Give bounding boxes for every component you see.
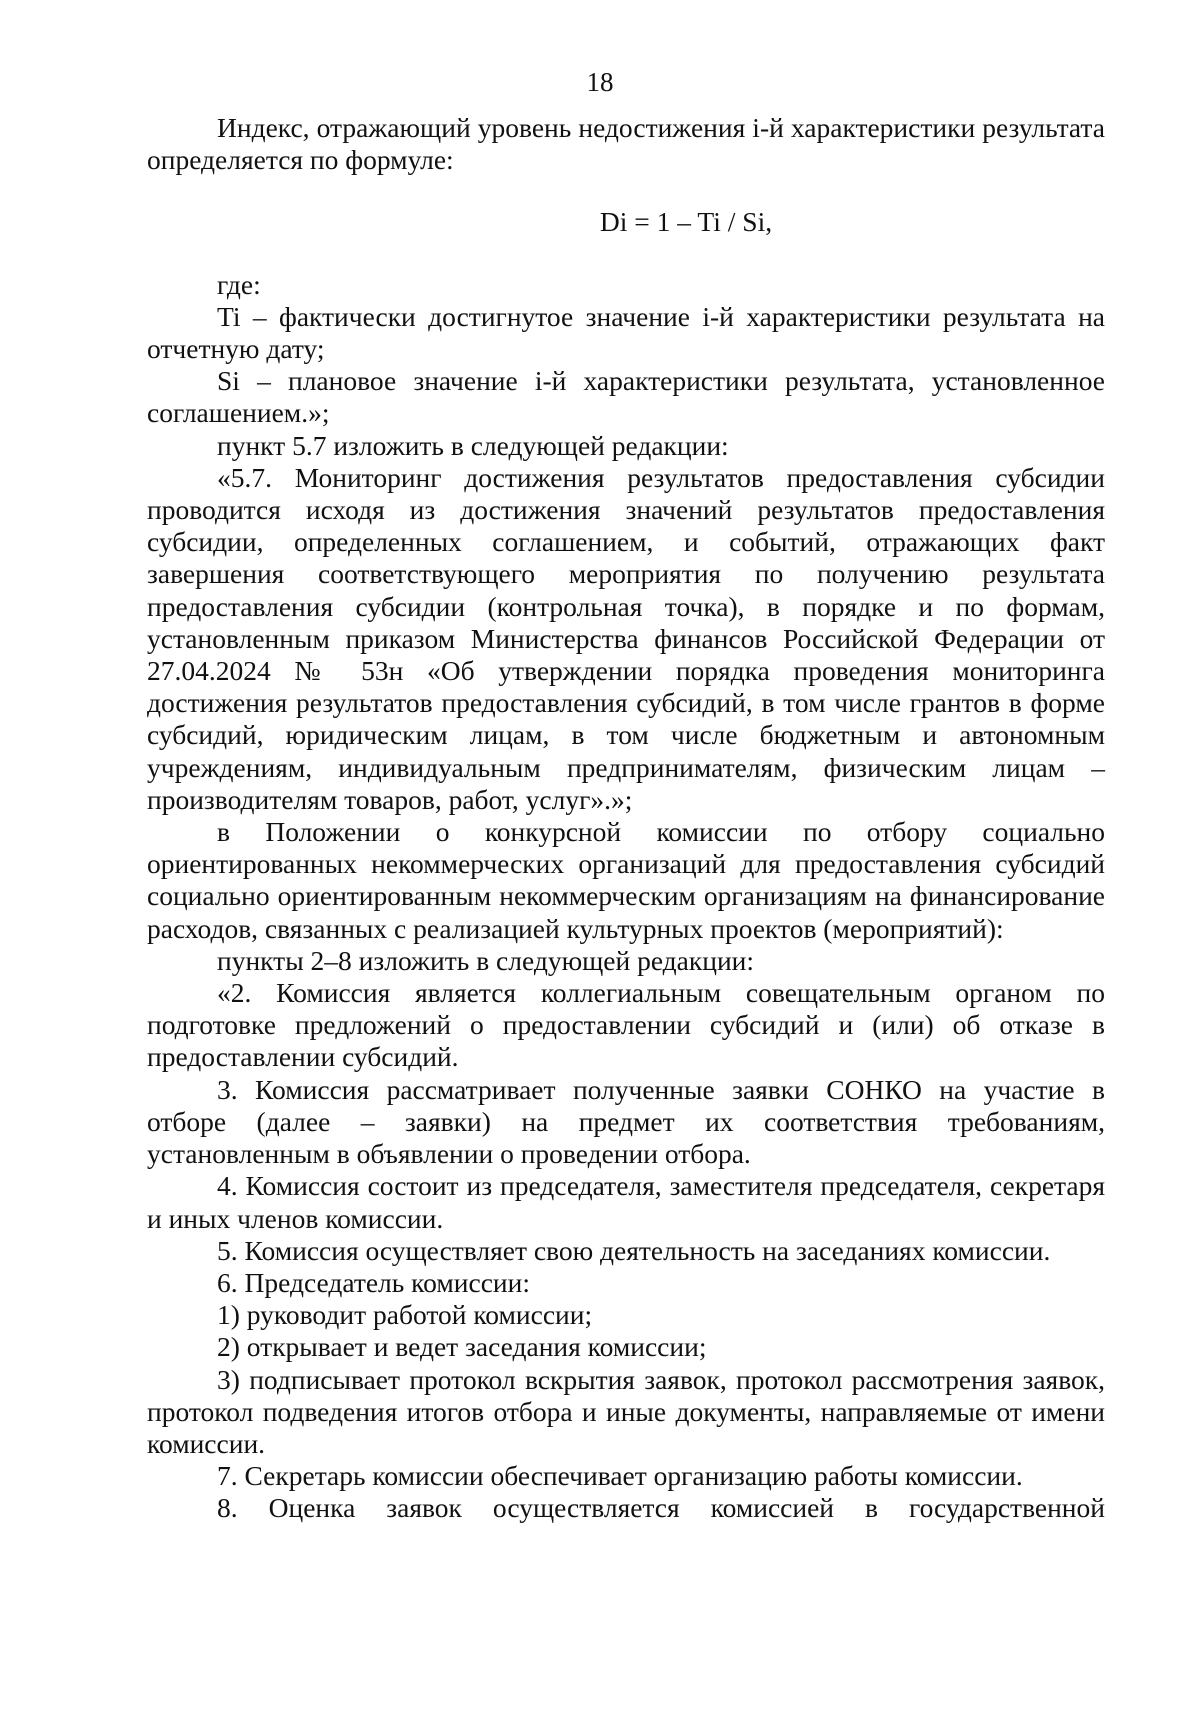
paragraph-point-2: «2. Комиссия является коллегиальным совещательным органом по подготовке предложений о предоставлении субсидий и (или) об отказе в предоставлении субсидий. (147, 977, 1105, 1073)
paragraph-point-8: 8. Оценка заявок осуществляется комиссией в государственной (217, 1492, 1105, 1524)
paragraph-point-6-3: 3) подписывает протокол вскрытия заявок, протокол рассмотрения заявок, протокол подведения итогов отбора и иные документы, направляемые от имени комиссии. (147, 1363, 1105, 1459)
paragraph-point-5-7: «5.7. Мониторинг достижения результатов предоставления субсидии проводится исходя из достижения значений результатов предоставления субсидии, определенных соглашением, и событий, отражающих факт завершения соответствующего мероприятия по получению результата предоставления субсидии (контрольная точка), в порядке и по формам, установленным приказом Министерства финансов Российской Федерации от 27.04.2024 № 53н «Об утверждении порядка проведения мониторинга достижения результатов предоставления субсидий, в том числе грантов в форме субсидий, юридическим лицам, в том числе бюджетным и автономным учреждениям, индивидуальным предпринимателям, физическим лицам – производителям товаров, работ, услуг».»; (147, 461, 1105, 815)
paragraph-point-3: 3. Комиссия рассматривает полученные заявки СОНКО на участие в отборе (далее – заявки) на предмет их соответствия требованиям, установленным в объявлении о проведении отбора. (147, 1073, 1105, 1170)
paragraph-commission-regulation: в Положении о конкурсной комиссии по отбору социально ориентированных некоммерческих организаций для предоставления субсидий социально ориентированным некоммерческим организациям на финансирование расходов, связанных с реализацией культурных проектов (мероприятий): (147, 816, 1105, 944)
paragraph-index-intro: Индекс, отражающий уровень недостижения i-й характеристики результата определяется по формуле: (147, 112, 1105, 176)
paragraph-point-5-7-intro: пункт 5.7 изложить в следующей редакции: (217, 429, 729, 461)
paragraph-point-6: 6. Председатель комиссии: (217, 1266, 530, 1298)
paragraph-where: где: (217, 268, 261, 300)
paragraph-point-6-2: 2) открывает и ведет заседания комиссии; (217, 1331, 707, 1363)
paragraph-point-4: 4. Комиссия состоит из председателя, заместителя председателя, секретаря и иных членов комиссии. (147, 1170, 1105, 1234)
formula: Di = 1 – Ti / Si, (599, 206, 773, 238)
paragraph-point-6-1: 1) руководит работой комиссии; (217, 1299, 593, 1331)
paragraph-point-7: 7. Секретарь комиссии обеспечивает организацию работы комиссии. (217, 1460, 1023, 1492)
paragraph-ti-definition: Ti – фактически достигнутое значение i-й характеристики результата на отчетную дату; (147, 300, 1105, 365)
document-body (147, 112, 1105, 1525)
paragraph-points-2-8-intro: пункты 2–8 изложить в следующей редакции: (217, 944, 755, 976)
page-number: 18 (586, 67, 614, 97)
paragraph-si-definition: Si – плановое значение i-й характеристики результата, установленное соглашением.»; (147, 365, 1105, 429)
paragraph-point-5: 5. Комиссия осуществляет свою деятельность на заседаниях комиссии. (217, 1234, 1051, 1266)
